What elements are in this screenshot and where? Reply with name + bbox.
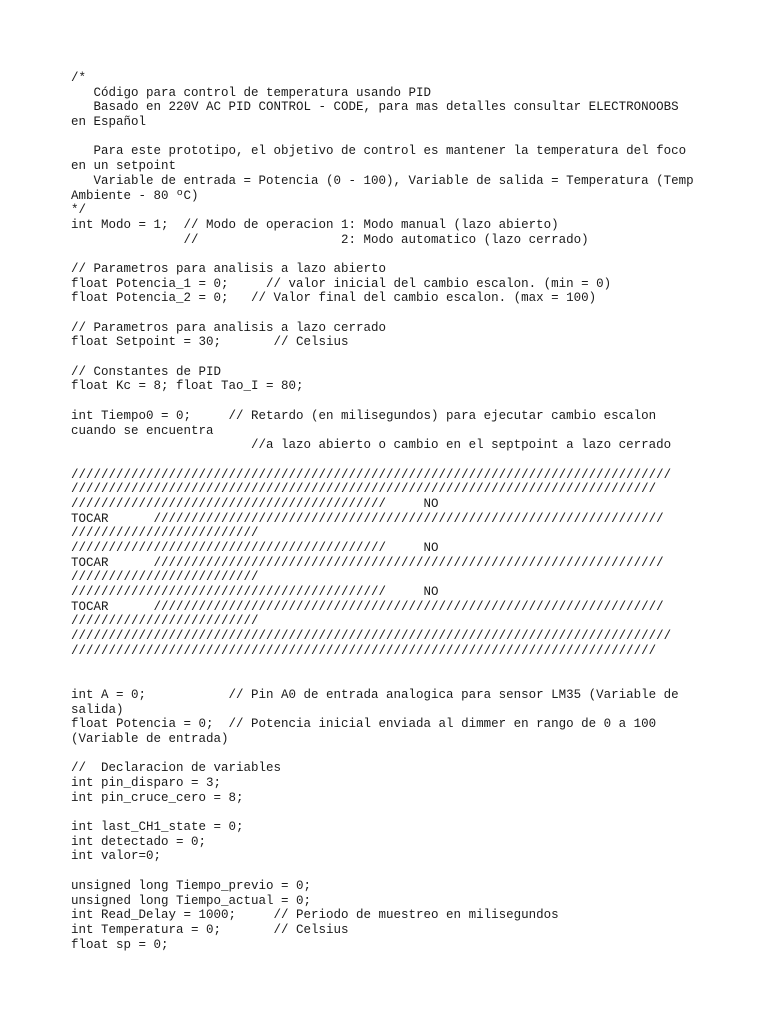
code-line — [71, 130, 711, 145]
code-line: // Constantes de PID — [71, 364, 222, 379]
code-line — [71, 350, 711, 365]
code-line — [71, 747, 711, 762]
code-line: float Potencia_1 = 0; // valor inicial del cambio escalon. (min = 0) — [71, 276, 612, 291]
code-line: Ambiente - 80 ºC) — [71, 188, 199, 203]
code-line: en Español — [71, 115, 147, 130]
code-line: float Setpoint = 30; // Celsius — [71, 335, 349, 350]
code-line: TOCAR //////////////////////////////////////////////////////////////////// — [71, 599, 664, 614]
code-line — [71, 453, 711, 468]
code-line: //a lazo abierto o cambio en el septpoint a lazo cerrado — [71, 438, 672, 453]
code-line: ////////////////////////////////////////// NO — [71, 541, 439, 555]
code-line: // Declaracion de variables — [71, 761, 282, 776]
code-line: Variable de entrada = Potencia (0 - 100), Variable de salida = Temperatura (Temp — [71, 173, 694, 188]
code-line: int Tiempo0 = 0; // Retardo (en milisegundos) para ejecutar cambio escalon — [71, 408, 657, 423]
code-line: float sp = 0; — [71, 937, 169, 952]
code-line: unsigned long Tiempo_previo = 0; — [71, 878, 312, 893]
code-line: Para este prototipo, el objetivo de control es mantener la temperatura del foco — [71, 144, 687, 159]
code-line: //////////////////////////////////////////////////////////////////////////////// — [71, 467, 672, 482]
code-line: int Read_Delay = 1000; // Periodo de muestreo en milisegundos — [71, 908, 559, 923]
code-line: Basado en 220V AC PID CONTROL - CODE, para mas detalles consultar ELECTRONOOBS — [71, 100, 679, 115]
code-line: int pin_cruce_cero = 8; — [71, 790, 244, 805]
code-line: ////////////////////////////////////////// NO — [71, 496, 439, 511]
code-line: unsigned long Tiempo_actual = 0; — [71, 893, 312, 908]
code-line — [71, 864, 711, 879]
code-line: ///////////////////////// — [71, 614, 259, 629]
code-line: int last_CH1_state = 0; — [71, 820, 244, 835]
code-line: cuando se encuentra — [71, 423, 214, 438]
code-listing — [71, 71, 711, 952]
code-line — [71, 247, 711, 262]
code-line: // 2: Modo automatico (lazo cerrado) — [71, 232, 589, 247]
code-line: ////////////////////////////////////////////////////////////////////////////// — [71, 482, 657, 497]
code-line: int Temperatura = 0; // Celsius — [71, 922, 349, 937]
code-line: int A = 0; // Pin A0 de entrada analogica para sensor LM35 (Variable de — [71, 687, 679, 702]
code-line: // Parametros para analisis a lazo abierto — [71, 261, 387, 276]
code-line: float Potencia_2 = 0; // Valor final del cambio escalon. (max = 100) — [71, 291, 597, 306]
code-line: int pin_disparo = 3; — [71, 776, 222, 790]
code-line: en un setpoint — [71, 159, 177, 174]
code-line: */ — [71, 203, 87, 218]
code-line: ///////////////////////// — [71, 526, 259, 541]
code-line: int valor=0; — [71, 849, 162, 864]
code-line: int detectado = 0; — [71, 834, 207, 849]
code-line — [71, 805, 711, 820]
code-line: /* — [71, 71, 87, 85]
code-line: ///////////////////////// — [71, 570, 259, 585]
code-line: (Variable de entrada) — [71, 731, 229, 746]
code-line: // Parametros para analisis a lazo cerrado — [71, 320, 387, 335]
code-line: Código para control de temperatura usando PID — [71, 85, 432, 100]
code-line: TOCAR //////////////////////////////////////////////////////////////////// — [71, 511, 664, 526]
code-line — [71, 394, 711, 409]
code-line: TOCAR //////////////////////////////////////////////////////////////////// — [71, 555, 664, 570]
code-line: float Kc = 8; float Tao_I = 80; — [71, 379, 304, 394]
code-line: //////////////////////////////////////////////////////////////////////////////// — [71, 629, 672, 644]
code-line — [71, 659, 711, 674]
code-line: int Modo = 1; // Modo de operacion 1: Modo manual (lazo abierto) — [71, 217, 559, 232]
code-line — [71, 306, 711, 321]
code-line: float Potencia = 0; // Potencia inicial enviada al dimmer en rango de 0 a 100 — [71, 717, 657, 732]
code-line: ////////////////////////////////////////// NO — [71, 585, 439, 600]
code-line: ////////////////////////////////////////////////////////////////////////////// — [71, 643, 657, 658]
code-line: salida) — [71, 702, 124, 717]
code-line — [71, 673, 711, 688]
